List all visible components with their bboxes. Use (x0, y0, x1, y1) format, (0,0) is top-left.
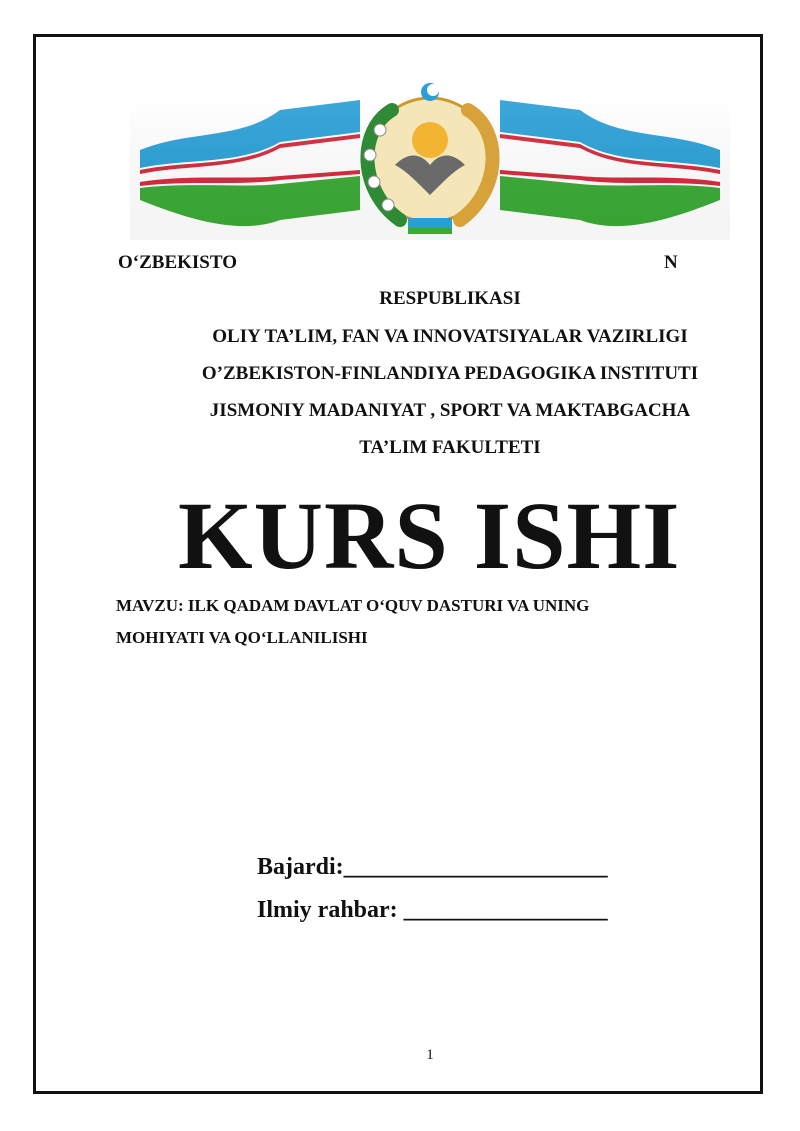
bajardi-signature-line: Bajardi:______________________ (257, 854, 608, 880)
header-line-2: RESPUBLIKASI (379, 288, 521, 309)
header-line-1-left: O‘ZBEKISTO (118, 252, 237, 273)
header-line-6: TA’LIM FAKULTETI (359, 437, 541, 458)
uzbekistan-coat-of-arms-icon (130, 70, 730, 245)
header-line-3: OLIY TA’LIM, FAN VA INNOVATSIYALAR VAZIRLIGI (212, 326, 688, 347)
topic-line-1: MAVZU: ILK QADAM DAVLAT O‘QUV DASTURI VA UNING (116, 596, 590, 615)
header-line-4: O’ZBEKISTON-FINLANDIYA PEDAGOGIKA INSTITUTI (201, 363, 699, 384)
document-title: KURS ISHI (178, 482, 681, 589)
header-line-5: JISMONIY MADANIYAT , SPORT VA MAKTABGACHA (209, 400, 691, 421)
topic-line-2: MOHIYATI VA QO‘LLANILISHI (116, 628, 368, 647)
page-number: 1 (426, 1047, 434, 1063)
rahbar-signature-line: Ilmiy rahbar: _________________ (257, 897, 608, 923)
header-line-1-right: N (664, 252, 678, 273)
